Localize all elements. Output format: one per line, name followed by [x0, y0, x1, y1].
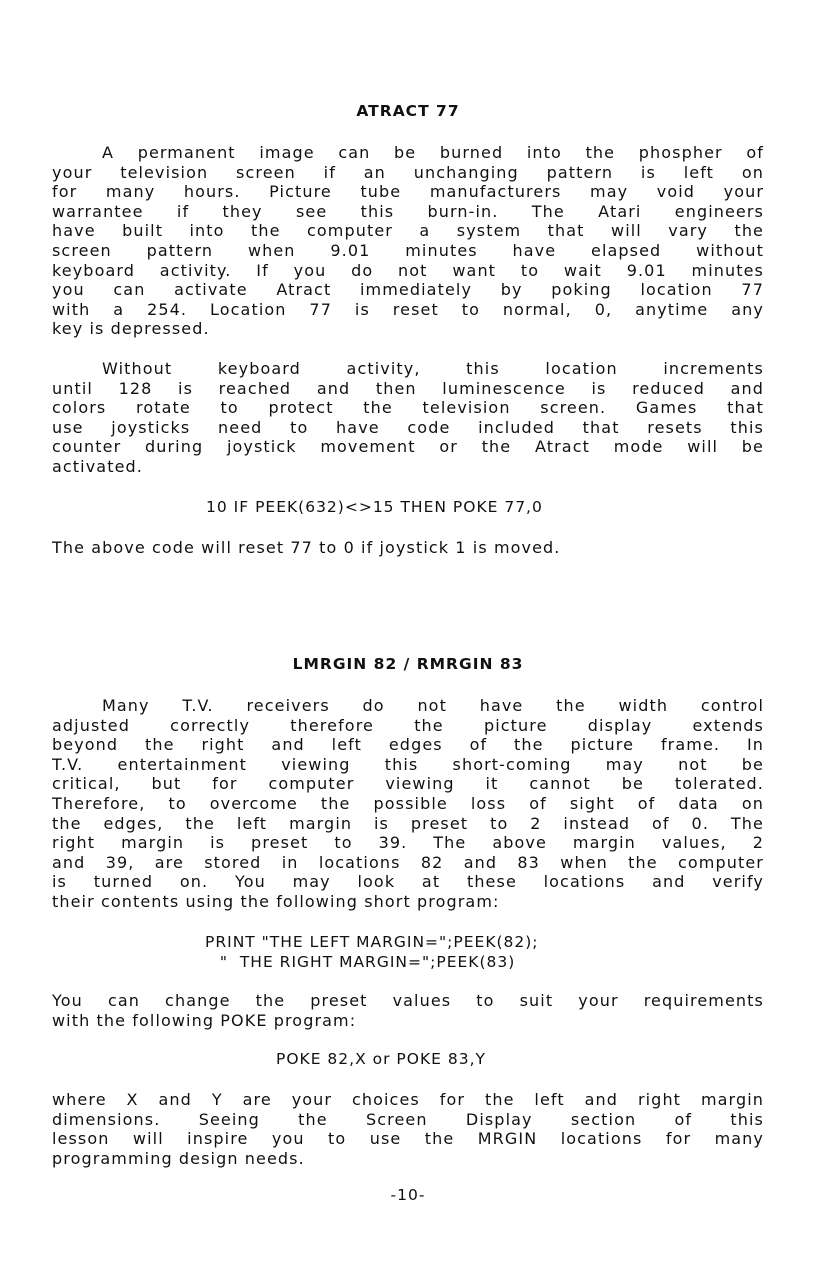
text-line: activated.	[52, 456, 143, 476]
text-line: is turned on. You may look at these locations and verify	[52, 872, 764, 892]
text-line: screen pattern when 9.01 minutes have elapsed without	[52, 240, 764, 260]
text-line: A permanent image can be burned into the phospher of	[102, 143, 764, 162]
text-line: where X and Y are your choices for the left and right margin	[52, 1090, 764, 1109]
text-line: The above code will reset 77 to 0 if joystick 1 is moved.	[52, 538, 561, 557]
paragraph-atract-1	[52, 143, 764, 339]
text-line: the edges, the left margin is preset to 2 instead of 0. The	[52, 813, 764, 833]
code-line: " THE RIGHT MARGIN=";PEEK(83)	[208, 952, 516, 971]
text-line: T.V. entertainment viewing this short-coming may not be	[52, 754, 764, 774]
text-line: key is depressed.	[52, 319, 210, 339]
code-print-margins	[205, 933, 765, 972]
text-line: programming design needs.	[52, 1148, 305, 1168]
section-title-atract: ATRACT 77	[356, 102, 460, 120]
text-line: counter during joystick movement or the Atract mode will be	[52, 437, 764, 457]
text-line: you can activate Atract immediately by poking location 77	[52, 280, 764, 300]
page-number: -10-	[390, 1186, 426, 1204]
text-line: Without keyboard activity, this location increments	[102, 359, 764, 378]
text-line: warrantee if they see this burn-in. The Atari engineers	[52, 201, 764, 221]
text-line: lesson will inspire you to use the MRGIN locations for many	[52, 1129, 764, 1149]
text-line: your television screen if an unchanging pattern is left on	[52, 162, 764, 182]
text-line: for many hours. Picture tube manufacturers may void your	[52, 182, 764, 202]
text-line: Therefore, to overcome the possible loss of sight of data on	[52, 793, 764, 813]
text-line: their contents using the following short program:	[52, 891, 500, 911]
paragraph-margins-1	[52, 696, 764, 912]
text-line: until 128 is reached and then luminescence is reduced and	[52, 378, 764, 398]
text-line: dimensions. Seeing the Screen Display section of this	[52, 1109, 764, 1129]
code-poke-margins	[276, 1050, 776, 1070]
code-line: 10 IF PEEK(632)<>15 THEN POKE 77,0	[206, 498, 543, 516]
text-line: beyond the right and left edges of the picture frame. In	[52, 735, 764, 755]
code-line: PRINT "THE LEFT MARGIN=";PEEK(82);	[205, 933, 539, 951]
section-title-margins: LMRGIN 82 / RMRGIN 83	[292, 655, 524, 673]
code-line: POKE 82,X or POKE 83,Y	[276, 1050, 486, 1068]
text-line: critical, but for computer viewing it cannot be tolerated.	[52, 774, 764, 794]
code-joystick	[206, 498, 766, 518]
text-line: You can change the preset values to suit your requirements	[52, 991, 764, 1010]
text-line: right margin is preset to 39. The above margin values, 2	[52, 833, 764, 853]
text-line: colors rotate to protect the television screen. Games that	[52, 398, 764, 418]
text-line: adjusted correctly therefore the picture display extends	[52, 715, 764, 735]
paragraph-margins-2	[52, 991, 764, 1030]
paragraph-atract-2	[52, 359, 764, 477]
text-line: keyboard activity. If you do not want to wait 9.01 minutes	[52, 260, 764, 280]
paragraph-margins-3	[52, 1090, 764, 1168]
text-line: with the following POKE program:	[52, 1010, 357, 1030]
text-line: use joysticks need to have code included that resets this	[52, 417, 764, 437]
text-line: Many T.V. receivers do not have the width control	[102, 696, 764, 715]
text-line: and 39, are stored in locations 82 and 83 when the computer	[52, 852, 764, 872]
text-line: have built into the computer a system that will vary the	[52, 221, 764, 241]
text-line: with a 254. Location 77 is reset to normal, 0, anytime any	[52, 299, 764, 319]
paragraph-atract-3	[52, 538, 764, 558]
